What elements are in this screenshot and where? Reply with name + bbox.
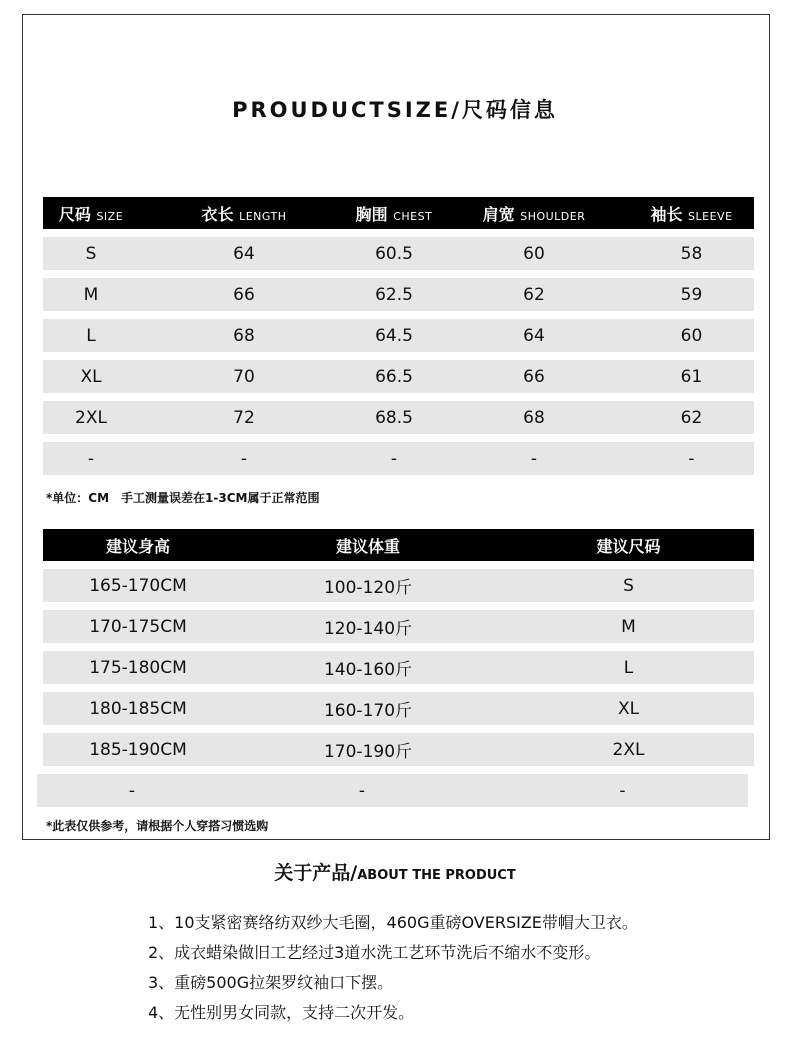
table-cell: 60.5: [375, 243, 413, 264]
table-cell: 58: [680, 243, 703, 264]
table-cell: 62: [680, 407, 703, 428]
table-cell: L: [86, 325, 96, 346]
table-cell: 66.5: [375, 366, 413, 387]
table-cell: -: [688, 448, 695, 469]
table-cell: 175-180CM: [89, 657, 187, 678]
table-row: [37, 774, 748, 807]
table-row: [43, 651, 754, 684]
table-cell: 61: [680, 366, 703, 387]
table-cell: -: [240, 448, 248, 469]
table-row: [43, 237, 754, 270]
feature-item: 3、重磅500G拉架罗纹袖口下摆。: [148, 973, 394, 992]
size-table-header: [43, 197, 754, 229]
table-cell: 68: [523, 407, 545, 428]
table-cell: -: [87, 448, 95, 469]
feature-item: 1、10支紧密赛络纺双纱大毛圈，460G重磅OVERSIZE带帽大卫衣。: [148, 913, 638, 932]
table-row: [43, 610, 754, 643]
header-length: 衣长 LENGTH: [201, 204, 287, 224]
recommend-table-header: [43, 529, 754, 561]
table-cell: 180-185CM: [89, 698, 187, 719]
table-cell: L: [623, 657, 634, 678]
table-cell: 2XL: [75, 407, 107, 428]
table-row: [43, 569, 754, 602]
table-row: [43, 692, 754, 725]
table-cell: 170-190斤: [323, 742, 413, 762]
table-row: [43, 442, 754, 475]
page-title: PROUDUCTSIZE/尺码信息: [232, 98, 558, 122]
table-row: [43, 733, 754, 766]
table-cell: 140-160斤: [323, 660, 413, 680]
table-cell: 68.5: [375, 407, 413, 428]
header-height: 建议身高: [105, 536, 170, 556]
table-cell: -: [530, 448, 538, 469]
table-cell: 60: [680, 325, 703, 346]
recommend-note: *此表仅供参考，请根据个人穿搭习惯选购: [46, 819, 269, 833]
table-row: [43, 278, 754, 311]
table-cell: 59: [680, 284, 703, 305]
table-cell: S: [623, 575, 634, 596]
table-cell: 185-190CM: [89, 739, 187, 760]
header-chest: 胸围 CHEST: [355, 204, 433, 224]
about-heading: 关于产品/ABOUT THE PRODUCT: [274, 862, 516, 884]
table-cell: 120-140斤: [323, 619, 413, 639]
table-cell: 165-170CM: [89, 575, 187, 596]
header-weight: 建议体重: [335, 536, 400, 556]
table-cell: 68: [233, 325, 255, 346]
table-cell: 100-120斤: [323, 578, 413, 598]
table-cell: 66: [233, 284, 255, 305]
table-cell: 66: [523, 366, 545, 387]
feature-list: [148, 908, 638, 1028]
table-cell: 72: [233, 407, 255, 428]
table-cell: XL: [80, 366, 102, 387]
size-table: [43, 197, 754, 475]
recommend-table: [43, 529, 754, 807]
table-cell: -: [358, 780, 366, 801]
table-cell: 170-175CM: [89, 616, 187, 637]
header-sleeve: 袖长 SLEEVE: [650, 204, 733, 224]
header-shoulder: 肩宽 SHOULDER: [482, 204, 586, 224]
table-cell: 2XL: [612, 739, 645, 760]
table-cell: S: [85, 243, 97, 264]
table-cell: 64: [523, 325, 545, 346]
table-cell: XL: [617, 698, 640, 719]
table-row: [43, 401, 754, 434]
table-cell: 62.5: [375, 284, 413, 305]
table-cell: -: [619, 780, 626, 801]
table-cell: 62: [523, 284, 545, 305]
header-recommended-size: 建议尺码: [596, 536, 661, 556]
feature-item: 4、无性别男女同款，支持二次开发。: [148, 1003, 415, 1022]
table-cell: -: [390, 448, 398, 469]
table-cell: 70: [233, 366, 255, 387]
feature-item: 2、成衣蜡染做旧工艺经过3道水洗工艺环节洗后不缩水不变形。: [148, 943, 601, 962]
table-cell: 160-170斤: [323, 701, 413, 721]
table-cell: 60: [523, 243, 545, 264]
table-row: [43, 319, 754, 352]
header-size: 尺码 SIZE: [58, 204, 124, 224]
table-row: [43, 360, 754, 393]
table-cell: M: [621, 616, 636, 637]
table-cell: 64.5: [375, 325, 413, 346]
unit-note: *单位：CM 手工测量误差在1-3CM属于正常范围: [46, 491, 320, 505]
table-cell: M: [83, 284, 99, 305]
table-cell: -: [128, 780, 136, 801]
table-cell: 64: [233, 243, 255, 264]
